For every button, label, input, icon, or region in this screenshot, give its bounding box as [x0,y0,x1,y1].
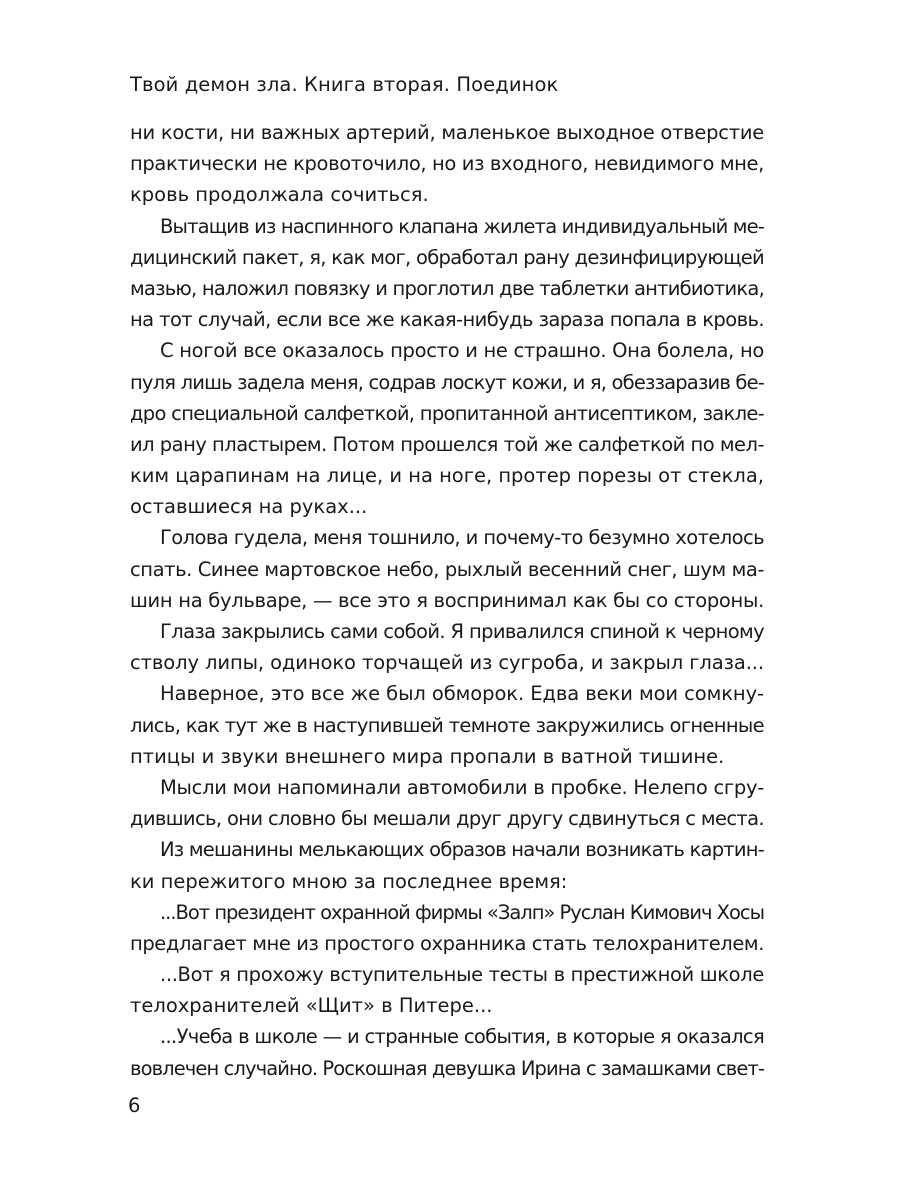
text-line: практически не кровоточило, но из входного, невидимого мне, [130,152,764,176]
body-text [130,117,764,1084]
text-line: оставшиеся на руках... [130,495,368,519]
text-line: стволу липы, одиноко торчащей из сугроба, и закрыл глаза... [130,651,764,675]
text-line: телохранителей «Щит» в Питере... [130,994,493,1018]
text-line: ким царапинам на лице, и на ноге, протер порезы от стекла, [130,464,764,488]
text-line: Из мешанины мелькающих образов начали возникать картин- [160,838,765,862]
text-line: предлагает мне из простого охранника стать телохранителем. [130,931,765,955]
running-head: Твой демон зла. Книга вторая. Поединок [130,73,559,96]
text-line: ни кости, ни важных артерий, маленькое выходное отверстие [130,121,764,144]
page-number: 6 [128,1094,141,1117]
text-line: ил рану пластырем. Потом прошелся той же салфеткой по мел- [130,432,764,456]
text-line: Голова гудела, меня тошнило, и почему-то безумно хотелось [160,526,765,550]
text-line: Глаза закрылись сами собой. Я привалился спиной к черному [160,620,765,643]
text-line: мазью, наложил повязку и проглотил две таблетки антибиотика, [130,276,764,300]
text-line: С ногой все оказалось просто и не страшно. Она болела, но [160,339,765,363]
text-line: ...Вот я прохожу вступительные тесты в престижной школе [160,963,765,987]
text-line: спать. Синее мартовское небо, рыхлый весенний снег, шум ма- [130,557,765,581]
text-line: лись, как тут же в наступившей темноте закружились огненные [130,713,764,737]
text-line: Вытащив из наспинного клапана жилета индивидуальный ме- [160,214,764,238]
text-line: кровь продолжала сочиться. [130,183,429,207]
text-line: Наверное, это все же был обморок. Едва веки мои сомкну- [160,682,764,706]
text-line: дившись, они словно бы мешали друг другу сдвинуться с места. [130,807,764,831]
text-line: ...Учеба в школе — и странные события, в которые я оказался [160,1025,764,1049]
text-line: пуля лишь задела меня, содрав лоскут кожи, и я, обеззаразив бе- [130,370,764,394]
text-line: шин на бульваре, — все это я воспринимал как бы со стороны. [130,588,764,612]
text-line: ...Вот президент охранной фирмы «Залп» Руслан Кимович Хосы [160,900,764,924]
text-line: на тот случай, если все же какая-нибудь зараза попала в кровь. [130,308,765,332]
text-line: вовлечен случайно. Роскошная девушка Ирина с замашками свет- [130,1056,765,1080]
text-line: дицинский пакет, я, как мог, обработал рану дезинфицирующей [130,245,765,269]
text-line: Мысли мои напоминали автомобили в пробке. Нелепо сгру- [160,775,765,799]
text-line: птицы и звуки внешнего мира пропали в ватной тишине. [130,744,725,768]
text-line: дро специальной салфеткой, пропитанной антисептиком, закле- [130,401,764,425]
text-line: ки пережитого мною за последнее время: [130,869,568,893]
